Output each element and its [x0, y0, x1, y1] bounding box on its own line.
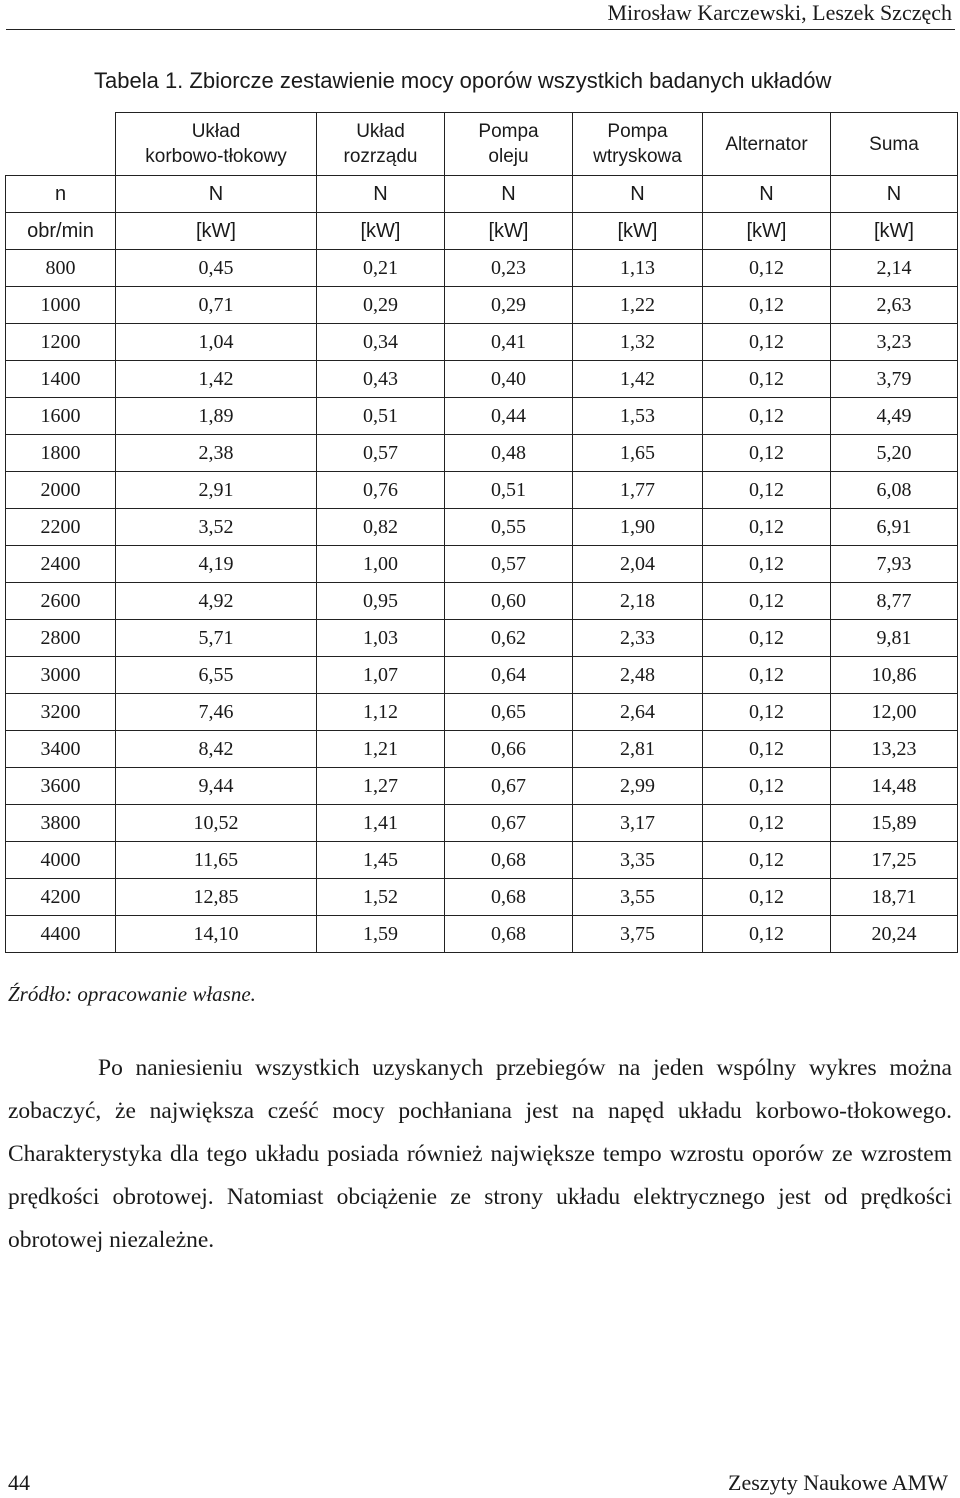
value-cell: 14,10	[116, 916, 317, 953]
value-cell: [kW]	[116, 213, 317, 250]
rpm-cell: 1200	[6, 324, 116, 361]
value-cell: 0,71	[116, 287, 317, 324]
value-cell: 2,38	[116, 435, 317, 472]
value-cell: 0,21	[317, 250, 445, 287]
value-cell: 12,00	[831, 694, 958, 731]
value-cell: N	[703, 176, 831, 213]
value-cell: 3,52	[116, 509, 317, 546]
column-header-line: Układ	[191, 121, 241, 142]
value-cell: 6,55	[116, 657, 317, 694]
table-row	[6, 324, 958, 361]
column-header-line: Alternator	[725, 133, 808, 155]
table-row	[6, 398, 958, 435]
table-row	[6, 805, 958, 842]
value-cell: 3,35	[573, 842, 703, 879]
value-cell: 0,95	[317, 583, 445, 620]
value-cell: 0,62	[445, 620, 573, 657]
value-cell: 1,42	[573, 361, 703, 398]
rpm-cell: 2800	[6, 620, 116, 657]
column-header	[703, 113, 831, 176]
value-cell: 0,65	[445, 694, 573, 731]
header-rule	[6, 29, 955, 30]
column-header-line: rozrządu	[343, 146, 418, 167]
symbol-row	[6, 176, 958, 213]
value-cell: 1,89	[116, 398, 317, 435]
power-resistance-table	[5, 112, 958, 953]
table-source-note: Źródło: opracowanie własne.	[8, 982, 256, 1006]
rpm-cell: 1600	[6, 398, 116, 435]
value-cell: 0,29	[317, 287, 445, 324]
table-row	[6, 694, 958, 731]
rpm-cell: 4400	[6, 916, 116, 953]
value-cell: 0,12	[703, 657, 831, 694]
column-header-line: Układ	[356, 121, 405, 142]
value-cell: 10,52	[116, 805, 317, 842]
value-cell: 0,34	[317, 324, 445, 361]
value-cell: 5,71	[116, 620, 317, 657]
rpm-cell: 4200	[6, 879, 116, 916]
value-cell: 0,76	[317, 472, 445, 509]
value-cell: 1,21	[317, 731, 445, 768]
value-cell: 2,14	[831, 250, 958, 287]
value-cell: 0,12	[703, 805, 831, 842]
value-cell: [kW]	[317, 213, 445, 250]
value-cell: 1,42	[116, 361, 317, 398]
value-cell: 1,59	[317, 916, 445, 953]
table-row	[6, 583, 958, 620]
rpm-cell: n	[6, 176, 116, 213]
value-cell: 0,60	[445, 583, 573, 620]
value-cell: 0,51	[317, 398, 445, 435]
value-cell: 2,33	[573, 620, 703, 657]
column-header	[317, 113, 445, 176]
journal-name: Zeszyty Naukowe AMW	[728, 1470, 948, 1495]
value-cell: 1,41	[317, 805, 445, 842]
value-cell: 3,55	[573, 879, 703, 916]
column-header-line: Pompa	[607, 121, 668, 142]
value-cell: N	[445, 176, 573, 213]
value-cell: 1,53	[573, 398, 703, 435]
table-header-corner	[6, 113, 116, 176]
column-header	[445, 113, 573, 176]
value-cell: 0,12	[703, 250, 831, 287]
value-cell: 2,63	[831, 287, 958, 324]
value-cell: 4,49	[831, 398, 958, 435]
value-cell: 0,29	[445, 287, 573, 324]
value-cell: 0,12	[703, 287, 831, 324]
value-cell: 1,03	[317, 620, 445, 657]
value-cell: 7,46	[116, 694, 317, 731]
rpm-cell: obr/min	[6, 213, 116, 250]
value-cell: 0,12	[703, 324, 831, 361]
value-cell: 2,04	[573, 546, 703, 583]
value-cell: 0,43	[317, 361, 445, 398]
table-row	[6, 361, 958, 398]
value-cell: 0,44	[445, 398, 573, 435]
value-cell: 0,57	[445, 546, 573, 583]
value-cell: 0,12	[703, 435, 831, 472]
value-cell: 0,12	[703, 472, 831, 509]
column-header-line: wtryskowa	[593, 146, 682, 167]
table-row	[6, 879, 958, 916]
value-cell: 2,81	[573, 731, 703, 768]
column-header	[831, 113, 958, 176]
value-cell: [kW]	[573, 213, 703, 250]
column-header-line: Suma	[869, 133, 919, 155]
value-cell: 0,12	[703, 546, 831, 583]
column-header-line: Pompa	[478, 121, 539, 142]
value-cell: 0,12	[703, 694, 831, 731]
value-cell: 12,85	[116, 879, 317, 916]
page-number: 44	[8, 1470, 30, 1495]
body-paragraph: Po naniesieniu wszystkich uzyskanych przebiegów na jeden wspólny wykres można zobaczyć, że największa cześć mocy pochłaniana jest na napęd układu korbowo-tłokowego. Charakterystyka dla tego układu posiada również największe tempo wzrostu oporów ze wzrostem prędkości obrotowej. Natomiast obciążenie ze strony układu elektrycznego jest od prędkości obrotowej niezależne.	[8, 1055, 952, 1253]
value-cell: 0,12	[703, 361, 831, 398]
value-cell: 3,23	[831, 324, 958, 361]
value-cell: 0,68	[445, 842, 573, 879]
value-cell: 1,04	[116, 324, 317, 361]
value-cell: 0,48	[445, 435, 573, 472]
value-cell: 2,64	[573, 694, 703, 731]
value-cell: 0,82	[317, 509, 445, 546]
value-cell: 0,68	[445, 879, 573, 916]
value-cell: [kW]	[703, 213, 831, 250]
value-cell: 17,25	[831, 842, 958, 879]
value-cell: 0,55	[445, 509, 573, 546]
running-head-authors: Mirosław Karczewski, Leszek Szczęch	[607, 0, 952, 25]
value-cell: 1,27	[317, 768, 445, 805]
value-cell: 11,65	[116, 842, 317, 879]
rpm-cell: 2200	[6, 509, 116, 546]
value-cell: 0,12	[703, 842, 831, 879]
value-cell: N	[573, 176, 703, 213]
rpm-cell: 3200	[6, 694, 116, 731]
value-cell: 1,12	[317, 694, 445, 731]
value-cell: 2,48	[573, 657, 703, 694]
value-cell: 1,32	[573, 324, 703, 361]
value-cell: 9,81	[831, 620, 958, 657]
value-cell: 0,12	[703, 620, 831, 657]
value-cell: 0,67	[445, 768, 573, 805]
table-row	[6, 509, 958, 546]
value-cell: 1,07	[317, 657, 445, 694]
value-cell: 6,08	[831, 472, 958, 509]
rpm-cell: 2000	[6, 472, 116, 509]
value-cell: 2,18	[573, 583, 703, 620]
column-header-line: oleju	[488, 146, 529, 167]
value-cell: 3,17	[573, 805, 703, 842]
value-cell: 0,45	[116, 250, 317, 287]
rpm-cell: 4000	[6, 842, 116, 879]
table-caption: Tabela 1. Zbiorcze zestawienie mocy oporów wszystkich badanych układów	[94, 68, 832, 93]
value-cell: 1,77	[573, 472, 703, 509]
value-cell: N	[116, 176, 317, 213]
value-cell: 0,67	[445, 805, 573, 842]
value-cell: 1,00	[317, 546, 445, 583]
value-cell: 5,20	[831, 435, 958, 472]
table-row	[6, 731, 958, 768]
table-row	[6, 435, 958, 472]
value-cell: 18,71	[831, 879, 958, 916]
rpm-cell: 2400	[6, 546, 116, 583]
value-cell: 15,89	[831, 805, 958, 842]
value-cell: N	[831, 176, 958, 213]
column-header	[116, 113, 317, 176]
column-header-line: korbowo-tłokowy	[145, 146, 287, 167]
value-cell: 10,86	[831, 657, 958, 694]
value-cell: 0,41	[445, 324, 573, 361]
table-header-row	[6, 113, 958, 176]
value-cell: 1,13	[573, 250, 703, 287]
value-cell: 0,12	[703, 916, 831, 953]
value-cell: 0,12	[703, 731, 831, 768]
value-cell: 0,23	[445, 250, 573, 287]
value-cell: 2,99	[573, 768, 703, 805]
value-cell: [kW]	[831, 213, 958, 250]
value-cell: 8,77	[831, 583, 958, 620]
rpm-cell: 1400	[6, 361, 116, 398]
value-cell: 0,12	[703, 768, 831, 805]
table-row	[6, 546, 958, 583]
value-cell: 0,68	[445, 916, 573, 953]
rpm-cell: 1800	[6, 435, 116, 472]
value-cell: 8,42	[116, 731, 317, 768]
table-row	[6, 916, 958, 953]
value-cell: N	[317, 176, 445, 213]
value-cell: 1,90	[573, 509, 703, 546]
value-cell: 0,66	[445, 731, 573, 768]
table-body	[6, 176, 958, 953]
value-cell: 0,64	[445, 657, 573, 694]
value-cell: 1,52	[317, 879, 445, 916]
table-row	[6, 842, 958, 879]
value-cell: 0,12	[703, 398, 831, 435]
rpm-cell: 3800	[6, 805, 116, 842]
value-cell: 7,93	[831, 546, 958, 583]
value-cell: [kW]	[445, 213, 573, 250]
rpm-cell: 800	[6, 250, 116, 287]
unit-row	[6, 213, 958, 250]
value-cell: 0,12	[703, 879, 831, 916]
value-cell: 1,22	[573, 287, 703, 324]
value-cell: 0,40	[445, 361, 573, 398]
value-cell: 0,57	[317, 435, 445, 472]
table-row	[6, 250, 958, 287]
value-cell: 2,91	[116, 472, 317, 509]
table-row	[6, 657, 958, 694]
rpm-cell: 3600	[6, 768, 116, 805]
value-cell: 0,12	[703, 509, 831, 546]
rpm-cell: 1000	[6, 287, 116, 324]
value-cell: 14,48	[831, 768, 958, 805]
table-row	[6, 620, 958, 657]
value-cell: 4,92	[116, 583, 317, 620]
value-cell: 9,44	[116, 768, 317, 805]
value-cell: 0,51	[445, 472, 573, 509]
value-cell: 13,23	[831, 731, 958, 768]
value-cell: 1,65	[573, 435, 703, 472]
value-cell: 0,12	[703, 583, 831, 620]
rpm-cell: 3400	[6, 731, 116, 768]
rpm-cell: 3000	[6, 657, 116, 694]
value-cell: 6,91	[831, 509, 958, 546]
value-cell: 20,24	[831, 916, 958, 953]
value-cell: 1,45	[317, 842, 445, 879]
table-row	[6, 472, 958, 509]
rpm-cell: 2600	[6, 583, 116, 620]
table-row	[6, 287, 958, 324]
value-cell: 3,79	[831, 361, 958, 398]
value-cell: 4,19	[116, 546, 317, 583]
value-cell: 3,75	[573, 916, 703, 953]
column-header	[573, 113, 703, 176]
table-row	[6, 768, 958, 805]
